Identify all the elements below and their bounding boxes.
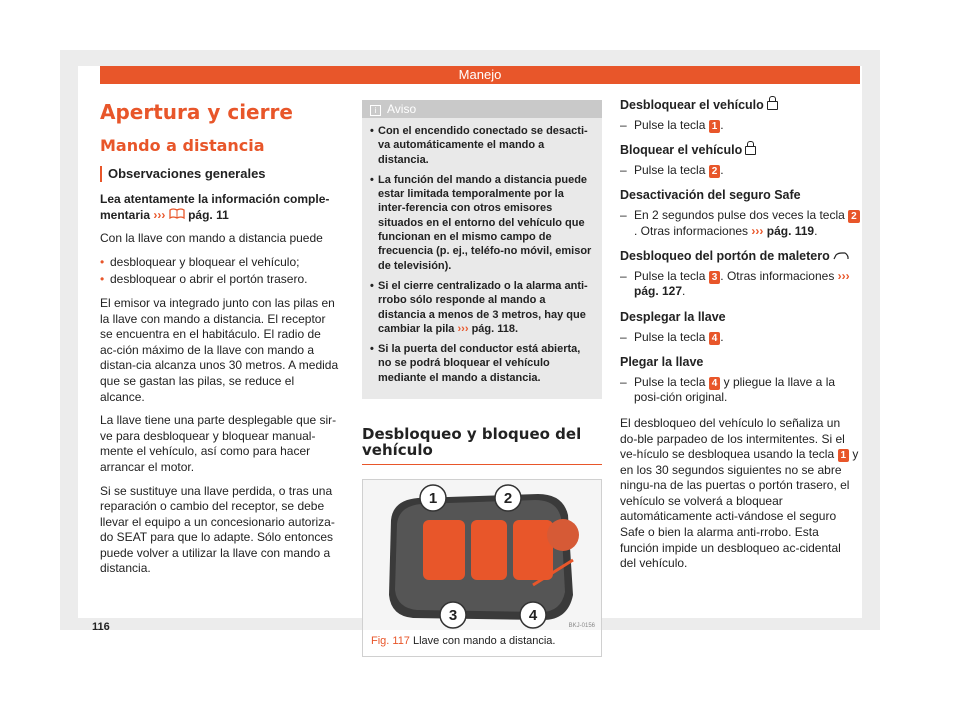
heading-unfold: Desplegar la llave (620, 309, 726, 324)
key-badge-2: 2 (709, 165, 721, 178)
paragraph-4: Si se sustituye una llave perdida, o tras una reparación o cambio del receptor, se debe llevar el equipo a un concesionario autoriza-do SEAT para que lo adapte. Sólo entonces puede volver a utilizar la llave con mando a distancia. (100, 483, 335, 576)
key-badge-1: 1 (838, 449, 850, 462)
step-text: Pulse la tecla (634, 117, 706, 132)
unlock-icon (767, 101, 778, 110)
note-ref[interactable]: pág. 118. (471, 322, 519, 335)
figure-code: BKJ-0156 (568, 623, 595, 630)
arrow-glyph: ››› (837, 268, 850, 283)
arrow-glyph: ››› (457, 322, 469, 335)
unlock-button (423, 520, 465, 580)
callout-4: 4 (528, 607, 538, 625)
step-text: Pulse la tecla (634, 374, 706, 389)
intro-text: Lea atentamente la información comple-mentaria (100, 192, 330, 222)
key-illustration (363, 480, 601, 630)
heading-unlock (620, 98, 860, 114)
column-2 (362, 100, 602, 657)
step-safe: – En 2 segundos pulse dos veces la tecla 2. Otras informaciones ››› pág. 119. (620, 208, 860, 239)
note-item-text: Si el cierre centralizado o la alarma anti-rrobo sólo responde al mando a distancia a menos de 3 metros, hay que cambiar la pila (378, 279, 588, 335)
callout-2: 2 (503, 490, 513, 508)
page-title: Apertura y cierre (100, 100, 293, 124)
callout-3: 3 (448, 607, 458, 625)
heading-safe: Desactivación del seguro Safe (620, 188, 801, 203)
paragraph-3: La llave tiene una parte desplegable que sir-ve para desbloquear y bloquear manual-mente el vehículo, así como para hacer arrancar el motor. (100, 413, 337, 474)
heading-lock (620, 143, 860, 159)
fold-button (547, 519, 579, 551)
key-badge-3: 3 (709, 271, 721, 284)
trunk-button (471, 520, 507, 580)
list-item: • desbloquear o abrir el portón trasero. (100, 272, 340, 288)
intro-note (100, 192, 340, 223)
arrow-glyph: ››› (153, 207, 166, 222)
lock-button (513, 520, 553, 580)
step-trunk: – Pulse la tecla 3 . Otras informaciones ››› pág. 127. (620, 269, 860, 300)
paragraph-1: Con la llave con mando a distancia puede (100, 231, 323, 246)
heading-unlock-text: Desbloquear el vehículo (620, 98, 764, 112)
page-number: 116 (92, 621, 110, 633)
step-text: Pulse la tecla (634, 329, 706, 344)
safe-ref[interactable]: pág. 119 (766, 223, 815, 238)
note-box (362, 100, 602, 399)
paragraph-2: El emisor va integrado junto con las pilas en la llave con mando a distancia. El receptor se encuentra en el habitáculo. El radio de ac-ción máximo de la llave con mando a distan-cia alcanza unos 30 metros. A medida que se gastan las pilas, se reduce el alcance. (100, 295, 339, 404)
step-unlock: – Pulse la tecla 1 . (620, 118, 860, 134)
heading-lock-text: Bloquear el vehículo (620, 143, 743, 158)
fold-text: y pliegue la llave a la posi-ción original. (634, 374, 836, 405)
lock-icon (745, 146, 756, 155)
key-badge-2: 2 (848, 210, 860, 223)
step-text: Pulse la tecla (634, 268, 706, 283)
caption-number: Fig. 117 (371, 635, 410, 648)
figure-caption (363, 630, 601, 656)
key-badge-1: 1 (709, 120, 721, 133)
step-text: Pulse la tecla (634, 162, 706, 177)
note-item: • La función del mando a distancia puede estar limitada temporalmente por la inter-ferencia con otros emisores situados en el entorno del vehículo que funcionan en el mismo campo de frecuencia (p. ej., teléfo-no móvil, emisor de televisión). (370, 173, 594, 273)
note-header (362, 100, 602, 118)
heading-trunk-text: Desbloqueo del portón de maletero (620, 249, 830, 264)
book-icon (169, 208, 188, 222)
column-3 (620, 98, 860, 580)
note-label: Aviso (387, 102, 417, 116)
note-item: • Con el encendido conectado se desacti-va automáticamente el mando a distancia. (370, 124, 594, 167)
note-item (370, 279, 594, 336)
section-rule (362, 464, 602, 465)
section2-heading: Desbloqueo y bloqueo del vehículo (362, 425, 582, 459)
closing-text-2: y en los 30 segundos siguientes no se abre ningu-na de las puertas o portón trasero, el vehículo se volverá a bloquear automáticamente acti-vándose el seguro Safe o bien la alarma anti-rrobo. Esta función impide un desbloqueo ac-cidental del vehículo. (620, 447, 859, 571)
trunk-ref[interactable]: pág. 127 (634, 284, 683, 299)
figure (362, 479, 602, 657)
closing-paragraph (620, 416, 860, 572)
info-icon: i (370, 105, 381, 116)
step-unfold: – Pulse la tecla 4 . (620, 330, 860, 346)
section-heading: Observaciones generales (100, 166, 340, 182)
car-icon (833, 249, 849, 263)
closing-text-1: El desbloqueo del vehículo lo señaliza un do-ble parpadeo de los intermitentes. Si el ve-hículo se desbloquea usando la tecla (620, 415, 845, 462)
key-badge-4: 4 (709, 377, 721, 390)
key-badge-4: 4 (709, 332, 721, 345)
step-fold (620, 375, 860, 406)
list-item: • desbloquear y bloquear el vehículo; (100, 255, 340, 271)
more-info-text: Otras informaciones (640, 223, 749, 238)
page-subtitle: Mando a distancia (100, 136, 265, 155)
bullet-list (100, 255, 340, 288)
more-info-text: Otras informaciones (726, 268, 835, 283)
heading-trunk (620, 249, 860, 265)
step-lock: – Pulse la tecla 2 . (620, 163, 860, 179)
page-header: Manejo (100, 66, 860, 84)
intro-ref[interactable]: pág. 11 (188, 207, 229, 222)
caption-text: Llave con mando a distancia. (413, 635, 556, 648)
step-text: En 2 segundos pulse dos veces la tecla (634, 207, 845, 222)
arrow-glyph: ››› (751, 223, 764, 238)
column-1 (100, 100, 340, 585)
heading-fold: Plegar la llave (620, 355, 704, 370)
note-item: • Si la puerta del conductor está abierta, no se podrá bloquear el vehículo mediante el mando a distancia. (370, 342, 594, 385)
callout-1: 1 (428, 490, 438, 508)
note-list (362, 124, 602, 385)
